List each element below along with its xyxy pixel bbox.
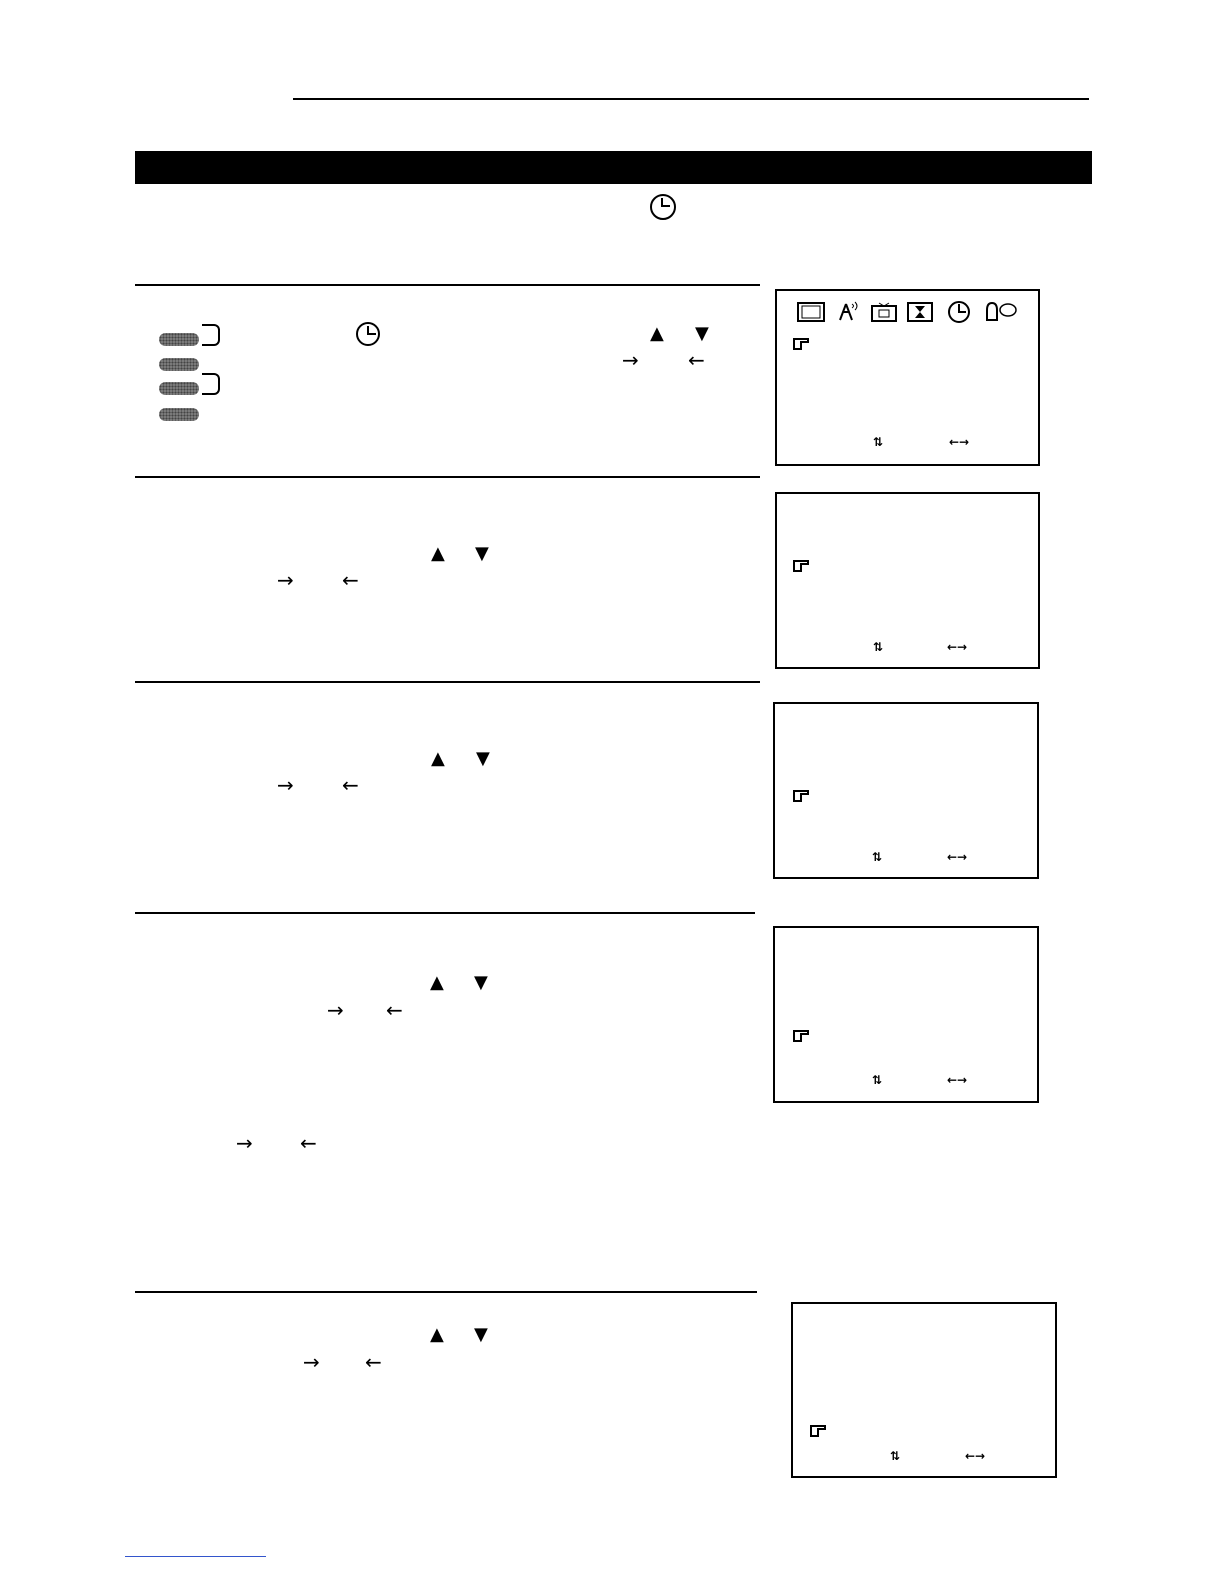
remote-button[interactable] — [159, 333, 199, 346]
picture-icon — [797, 302, 825, 322]
select-hint-icon: ⇅ — [872, 1073, 883, 1087]
section-title-bar — [135, 151, 1092, 184]
osd-main-menu-screen — [775, 289, 1040, 466]
pointing-hand-icon — [202, 373, 220, 395]
osd-submenu-screen — [773, 926, 1039, 1103]
left-arrow-icon: ← — [300, 1131, 317, 1155]
pointing-hand-icon — [202, 324, 220, 346]
osd-submenu-screen — [773, 702, 1039, 879]
up-triangle-icon: ▲ — [431, 543, 445, 564]
pointer-icon — [793, 790, 809, 802]
step-divider — [135, 912, 755, 914]
down-triangle-icon: ▼ — [474, 1324, 488, 1345]
pointer-icon — [810, 1425, 826, 1437]
timer-icon — [907, 302, 933, 322]
footer-rule — [125, 1556, 266, 1557]
remote-button[interactable] — [159, 382, 199, 395]
osd-submenu-screen — [775, 492, 1040, 669]
top-rule — [293, 98, 1089, 100]
step-divider — [135, 1291, 757, 1293]
up-triangle-icon: ▲ — [431, 748, 445, 769]
step-divider — [135, 681, 760, 683]
right-arrow-icon: → — [236, 1131, 253, 1155]
up-triangle-icon: ▲ — [430, 972, 444, 993]
pointer-icon — [793, 560, 809, 572]
down-triangle-icon: ▼ — [474, 972, 488, 993]
left-arrow-icon: ← — [386, 998, 403, 1022]
pointer-icon — [793, 338, 809, 350]
remote-button[interactable] — [159, 358, 199, 371]
select-hint-icon: ⇅ — [890, 1449, 901, 1463]
right-arrow-icon: → — [622, 348, 639, 372]
right-arrow-icon: → — [277, 568, 294, 592]
left-arrow-icon: ← — [342, 568, 359, 592]
select-hint-icon: ⇅ — [873, 435, 884, 449]
down-triangle-icon: ▼ — [475, 543, 489, 564]
clock-icon — [650, 194, 676, 220]
clock-icon — [947, 300, 971, 324]
down-triangle-icon: ▼ — [476, 748, 490, 769]
antenna-icon — [837, 300, 859, 322]
right-arrow-icon: → — [303, 1350, 320, 1374]
right-arrow-icon: → — [327, 998, 344, 1022]
clock-icon — [356, 322, 380, 346]
remote-button[interactable] — [159, 408, 199, 421]
adjust-hint-icon: ←→ — [947, 640, 968, 654]
select-hint-icon: ⇅ — [873, 640, 884, 654]
down-triangle-icon: ▼ — [695, 323, 709, 344]
left-arrow-icon: ← — [688, 348, 705, 372]
step-divider — [135, 284, 760, 286]
right-arrow-icon: → — [277, 773, 294, 797]
osd-submenu-screen — [791, 1302, 1057, 1478]
left-arrow-icon: ← — [365, 1350, 382, 1374]
left-arrow-icon: ← — [342, 773, 359, 797]
person-icon — [983, 300, 1017, 322]
pointer-icon — [793, 1030, 809, 1042]
select-hint-icon: ⇅ — [872, 850, 883, 864]
adjust-hint-icon: ←→ — [965, 1449, 986, 1463]
up-triangle-icon: ▲ — [650, 323, 664, 344]
tv-icon — [871, 302, 897, 322]
up-triangle-icon: ▲ — [430, 1324, 444, 1345]
step-divider — [135, 476, 760, 478]
adjust-hint-icon: ←→ — [949, 435, 970, 449]
adjust-hint-icon: ←→ — [947, 850, 968, 864]
adjust-hint-icon: ←→ — [947, 1073, 968, 1087]
